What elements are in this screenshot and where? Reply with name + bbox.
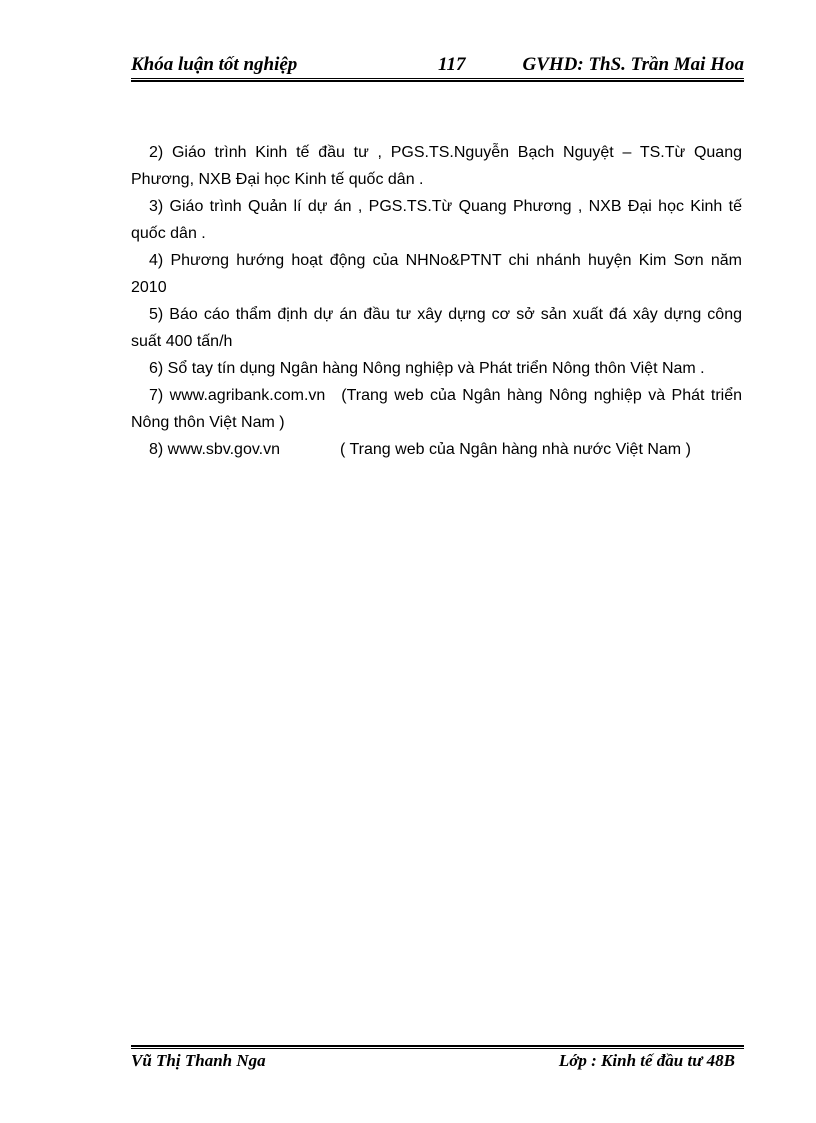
supervisor-name: GVHD: ThS. Trần Mai Hoa xyxy=(522,54,744,75)
reference-item: 6) Sổ tay tín dụng Ngân hàng Nông nghiệp và Phát triển Nông thôn Việt Nam . xyxy=(149,360,705,377)
header-rule-thick xyxy=(131,80,744,82)
reference-number: 7) xyxy=(149,387,170,404)
reference-description: (Trang web của Ngân hàng Nông nghiệp và Phát triển Nông thôn Việt Nam ) xyxy=(131,387,743,431)
page-footer xyxy=(131,1049,744,1077)
thesis-title: Khóa luận tốt nghiệp xyxy=(131,54,298,75)
page-number: 117 xyxy=(438,54,466,75)
footer-rule-thick xyxy=(131,1045,744,1047)
reference-item: 2) Giáo trình Kinh tế đầu tư , PGS.TS.Nguyễn Bạch Nguyệt – TS.Từ Quang Phương, NXB Đại học Kinh tế quốc dân . xyxy=(131,144,742,188)
class-name: Lớp : Kinh tế đầu tư 48B xyxy=(558,1051,735,1070)
reference-item xyxy=(131,382,742,436)
reference-number: 8) xyxy=(149,441,168,458)
reference-link[interactable]: www.sbv.gov.vn xyxy=(167,441,281,458)
header-rule-thin xyxy=(131,78,744,79)
reference-link[interactable]: www.agribank.com.vn xyxy=(169,387,326,404)
reference-description: ( Trang web của Ngân hàng nhà nước Việt Nam ) xyxy=(340,441,691,458)
reference-item xyxy=(131,436,742,463)
author-name: Vũ Thị Thanh Nga xyxy=(131,1051,266,1070)
reference-list xyxy=(131,139,742,463)
reference-item: 4) Phương hướng hoạt động của NHNo&PTNT chi nhánh huyện Kim Sơn năm 2010 xyxy=(131,252,742,296)
reference-item: 5) Báo cáo thẩm định dự án đầu tư xây dựng cơ sở sản xuất đá xây dựng công suất 400 tấn/h xyxy=(131,306,742,350)
page-header xyxy=(131,50,744,78)
reference-item: 3) Giáo trình Quản lí dự án , PGS.TS.Từ Quang Phương , NXB Đại học Kinh tế quốc dân . xyxy=(131,198,742,242)
